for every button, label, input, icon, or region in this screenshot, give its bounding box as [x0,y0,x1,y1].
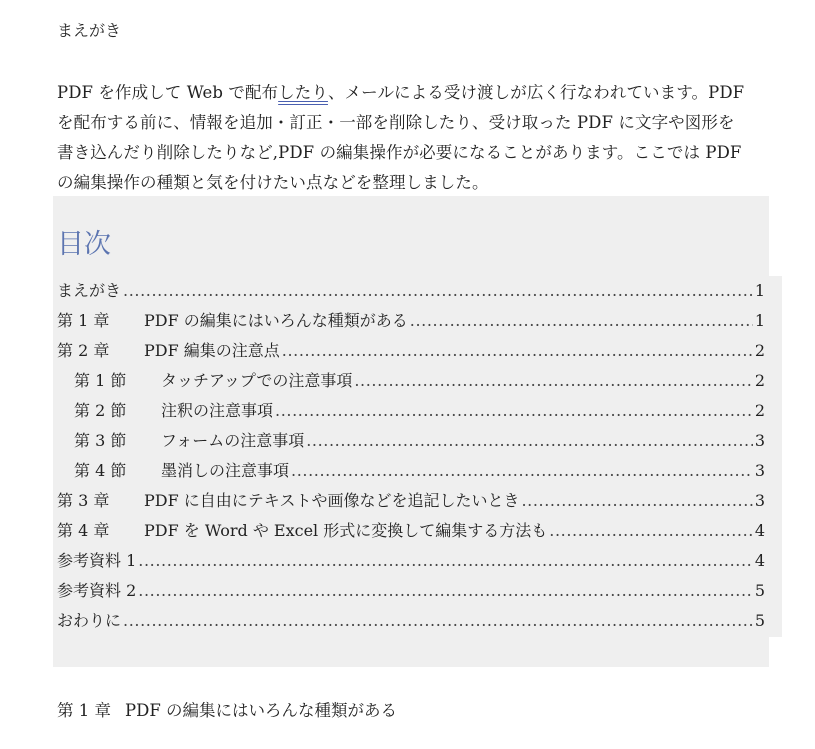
toc-entry[interactable] [57,276,765,306]
toc-entry[interactable] [57,546,765,576]
toc-entry-page-number: 3 [754,461,765,480]
toc-dot-leader [306,426,753,456]
toc-entry-title: 参考資料 1 [57,551,137,570]
intro-line-1-end: 、メールによる受け渡しが広く行なわれています。PDF [327,83,745,102]
chapter-1-heading [57,700,397,722]
intro-paragraph [57,78,765,198]
toc-dot-leader [138,576,753,606]
toc-entry-title: PDF の編集にはいろんな種類がある [144,311,408,330]
toc-dot-leader [275,396,753,426]
toc-field-shading-edge [769,276,782,637]
toc-entry-page-number: 1 [754,311,765,330]
toc-dot-leader [521,486,752,516]
toc-entry-number: 第 4 章 [57,521,110,540]
toc-entry-page-number: 3 [754,491,765,510]
toc-entry-title: 注釈の注意事項 [161,401,274,420]
toc-dot-leader [549,516,753,546]
toc-entry-page-number: 3 [754,431,765,450]
toc-entry-number: 第 1 章 [57,311,110,330]
toc-dot-leader [138,546,753,576]
toc-entry[interactable] [57,516,765,546]
toc-entry-page-number: 2 [754,401,765,420]
toc-entry[interactable] [57,306,765,336]
toc-entry[interactable] [57,396,765,426]
toc-entry-title: PDF 編集の注意点 [144,341,280,360]
intro-line-3: 書き込んだり削除したりなど,PDF の編集操作が必要になることがあります。ここでは PDF [57,143,742,162]
table-of-contents [57,276,765,636]
toc-title: 目次 [57,229,111,260]
toc-dot-leader [354,366,752,396]
toc-entry-number: 第 3 章 [57,491,110,510]
toc-entry[interactable] [57,336,765,366]
toc-entry-page-number: 1 [754,281,765,300]
intro-line-2: を配布する前に、情報を追加・訂正・一部を削除したり、受け取った PDF に文字や図形を [57,113,735,132]
toc-dot-leader [291,456,753,486]
toc-entry-title: まえがき [57,281,122,300]
toc-entry-number: 第 1 節 [74,371,127,390]
grammar-marked-text[interactable]: したり [278,83,328,102]
toc-entry[interactable] [57,456,765,486]
toc-dot-leader [410,306,753,336]
toc-entry-page-number: 2 [754,341,765,360]
toc-entry-number: 第 2 節 [74,401,127,420]
toc-dot-leader [123,276,753,306]
toc-entry-title: 参考資料 2 [57,581,137,600]
toc-entry-number: 第 4 節 [74,461,127,480]
toc-entry[interactable] [57,426,765,456]
toc-entry[interactable] [57,366,765,396]
toc-entry-title: フォームの注意事項 [161,431,305,450]
toc-entry[interactable] [57,606,765,636]
toc-entry-page-number: 4 [754,551,765,570]
toc-entry-title: PDF に自由にテキストや画像などを追記したいとき [144,491,520,510]
toc-entry[interactable] [57,576,765,606]
chapter-number: 第 1 章 [57,701,111,720]
preface-heading: まえがき [57,21,122,40]
toc-dot-leader [123,606,753,636]
toc-entry[interactable] [57,486,765,516]
toc-entry-title: タッチアップでの注意事項 [161,371,353,390]
intro-line-4: の編集操作の種類と気を付けたい点などを整理しました。 [57,173,489,192]
toc-entry-page-number: 5 [754,611,765,630]
toc-entry-title: 墨消しの注意事項 [161,461,290,480]
toc-entry-page-number: 5 [754,581,765,600]
toc-entry-number: 第 2 章 [57,341,110,360]
toc-dot-leader [282,336,753,366]
intro-line-1-start: PDF を作成して Web で配布 [57,83,279,102]
toc-entry-title: おわりに [57,611,122,630]
chapter-title: PDF の編集にはいろんな種類がある [125,701,398,720]
toc-entry-page-number: 4 [754,521,765,540]
toc-entry-number: 第 3 節 [74,431,127,450]
toc-entry-page-number: 2 [754,371,765,390]
intro-line-1 [57,78,765,108]
toc-entry-title: PDF を Word や Excel 形式に変換して編集する方法も [144,521,548,540]
